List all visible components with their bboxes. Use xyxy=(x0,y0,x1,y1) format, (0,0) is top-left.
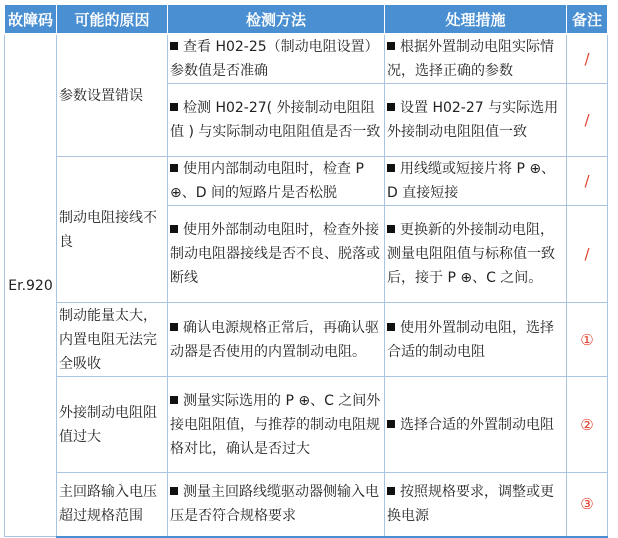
bullet-icon xyxy=(387,487,395,495)
measure-text: 设置 H02-27 与实际选用外接制动电阻阻值一致 xyxy=(387,100,559,140)
method-cell xyxy=(168,473,385,537)
bullet-icon xyxy=(387,42,395,50)
note-cell: ① xyxy=(567,303,608,377)
note-cell: / xyxy=(567,206,608,303)
measure-cell xyxy=(385,473,567,537)
method-cell xyxy=(168,206,385,303)
header-note: 备注 xyxy=(567,5,608,35)
cause-cell: 制动能量太大，内置电阻无法完全吸收 xyxy=(57,303,168,377)
note-cell: / xyxy=(567,34,608,84)
measure-cell xyxy=(385,34,567,84)
measure-cell xyxy=(385,157,567,206)
bullet-icon xyxy=(387,225,395,233)
bullet-icon xyxy=(170,323,178,331)
bullet-icon xyxy=(387,420,395,428)
header-measure: 处理措施 xyxy=(385,5,567,35)
measure-text: 按照规格要求，调整或更换电源 xyxy=(387,484,554,525)
method-text: 确认电源规格正常后，再确认驱动器是否使用的内置制动电阻。 xyxy=(170,319,379,360)
header-fault-code: 故障码 xyxy=(5,5,57,35)
cause-cell: 参数设置错误 xyxy=(57,34,168,157)
method-text: 使用内部制动电阻时，检查 P ⊕、D 间的短路片是否松脱 xyxy=(170,161,364,201)
table-header-row xyxy=(5,5,608,35)
measure-cell xyxy=(385,206,567,303)
bullet-icon xyxy=(170,487,178,495)
measure-text: 根据外置制动电阻实际情况，选择正确的参数 xyxy=(387,39,554,79)
note-cell: / xyxy=(567,84,608,157)
header-cause: 可能的原因 xyxy=(57,5,168,35)
measure-text: 用线缆或短接片将 P ⊕、D 直接短接 xyxy=(387,161,556,201)
method-cell xyxy=(168,377,385,473)
bullet-icon xyxy=(170,225,178,233)
method-text: 测量主回路线缆驱动器侧输入电压是否符合规格要求 xyxy=(170,484,379,525)
note-cell: ② xyxy=(567,377,608,473)
method-cell xyxy=(168,84,385,157)
bullet-icon xyxy=(387,103,395,111)
method-text: 查看 H02-25（制动电阻设置）参数值是否准确 xyxy=(170,39,379,79)
bullet-icon xyxy=(170,396,178,404)
measure-cell xyxy=(385,377,567,473)
table-row xyxy=(5,157,608,206)
method-text: 检测 H02-27( 外接制动电阻阻值 ) 与实际制动电阻阻值是否一致 xyxy=(170,100,381,140)
method-cell xyxy=(168,34,385,84)
method-text: 测量实际选用的 P ⊕、C 之间外接电阻阻值，与推荐的制动电阻规格对比，确认是否过大 xyxy=(170,392,381,457)
bullet-icon xyxy=(387,323,395,331)
measure-text: 使用外置制动电阻，选择合适的制动电阻 xyxy=(387,319,554,360)
method-cell xyxy=(168,157,385,206)
table-row xyxy=(5,377,608,473)
method-cell xyxy=(168,303,385,377)
bullet-icon xyxy=(387,164,395,172)
measure-cell xyxy=(385,84,567,157)
fault-table xyxy=(4,4,608,538)
bullet-icon xyxy=(170,164,178,172)
cause-cell: 主回路输入电压超过规格范围 xyxy=(57,473,168,537)
cause-cell: 外接制动电阻阻值过大 xyxy=(57,377,168,473)
cause-cell: 制动电阻接线不良 xyxy=(57,157,168,303)
fault-code-cell: Er.920 xyxy=(5,34,57,537)
measure-text: 更换新的外接制动电阻，测量电阻阻值与标称值一致后，接于 P ⊕、C 之间。 xyxy=(387,222,555,286)
table-row xyxy=(5,34,608,84)
measure-cell xyxy=(385,303,567,377)
measure-text: 选择合适的外置制动电阻 xyxy=(400,416,554,433)
method-text: 使用外部制动电阻时，检查外接制动电阻器接线是否不良、脱落或断线 xyxy=(170,222,380,286)
bullet-icon xyxy=(170,42,178,50)
bullet-icon xyxy=(170,103,178,111)
note-cell: ③ xyxy=(567,473,608,537)
note-cell: / xyxy=(567,157,608,206)
table-row xyxy=(5,303,608,377)
table-row xyxy=(5,473,608,537)
header-method: 检测方法 xyxy=(168,5,385,35)
